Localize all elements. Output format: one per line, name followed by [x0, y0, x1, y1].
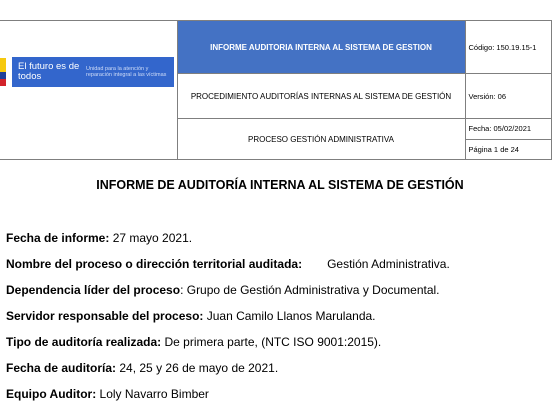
field-audit-type [6, 335, 381, 349]
field-audit-team [6, 387, 209, 401]
field-value: Juan Camilo Llanos Marulanda. [203, 309, 376, 323]
document-version: Versión: 06 [465, 74, 551, 119]
field-audited-process [6, 257, 450, 271]
field-value: Gestión Administrativa. [327, 257, 450, 271]
report-title: INFORME DE AUDITORÍA INTERNA AL SISTEMA DE GESTIÓN [96, 178, 464, 192]
process-cell: PROCESO GESTIÓN ADMINISTRATIVA [177, 119, 465, 160]
field-audit-date [6, 361, 278, 375]
field-responsible-officer [6, 309, 376, 323]
field-label: Equipo Auditor: [6, 387, 97, 401]
field-label: Dependencia líder del proceso [6, 283, 181, 297]
document-title-cell: INFORME AUDITORIA INTERNA AL SISTEMA DE GESTION [177, 21, 465, 74]
field-label: Nombre del proceso o dirección territorial auditada: [6, 257, 303, 271]
field-value: De primera parte, (NTC ISO 9001:2015). [161, 335, 382, 349]
page-number: Página 1 de 24 [466, 139, 551, 160]
field-value: Loly Navarro Bimber [96, 387, 209, 401]
field-value: 24, 25 y 26 de mayo de 2021. [116, 361, 279, 375]
field-value: 27 mayo 2021. [109, 231, 193, 245]
field-label: Servidor responsable del proceso: [6, 309, 204, 323]
field-value: : Grupo de Gestión Administrativa y Documental. [180, 283, 440, 297]
document-date: Fecha: 05/02/2021 [468, 124, 532, 134]
document-header-table [0, 20, 552, 160]
brand-unit-name: Unidad para la atención y reparación integral a las víctimas [86, 66, 167, 78]
document-code: Código: 150.19.15-1 [465, 21, 551, 74]
brand-slogan: El futuro es de todos [18, 61, 80, 82]
date-page-cell [465, 119, 551, 160]
colombia-flag-icon [0, 58, 6, 86]
institution-logo [12, 57, 174, 87]
procedure-cell: PROCEDIMIENTO AUDITORÍAS INTERNAS AL SISTEMA DE GESTIÓN [177, 74, 465, 119]
field-label: Fecha de informe: [6, 231, 110, 245]
field-label: Fecha de auditoría: [6, 361, 117, 375]
logo-cell [0, 21, 177, 160]
field-lead-department [6, 283, 440, 297]
field-report-date [6, 231, 192, 245]
field-label: Tipo de auditoría realizada: [6, 335, 162, 349]
